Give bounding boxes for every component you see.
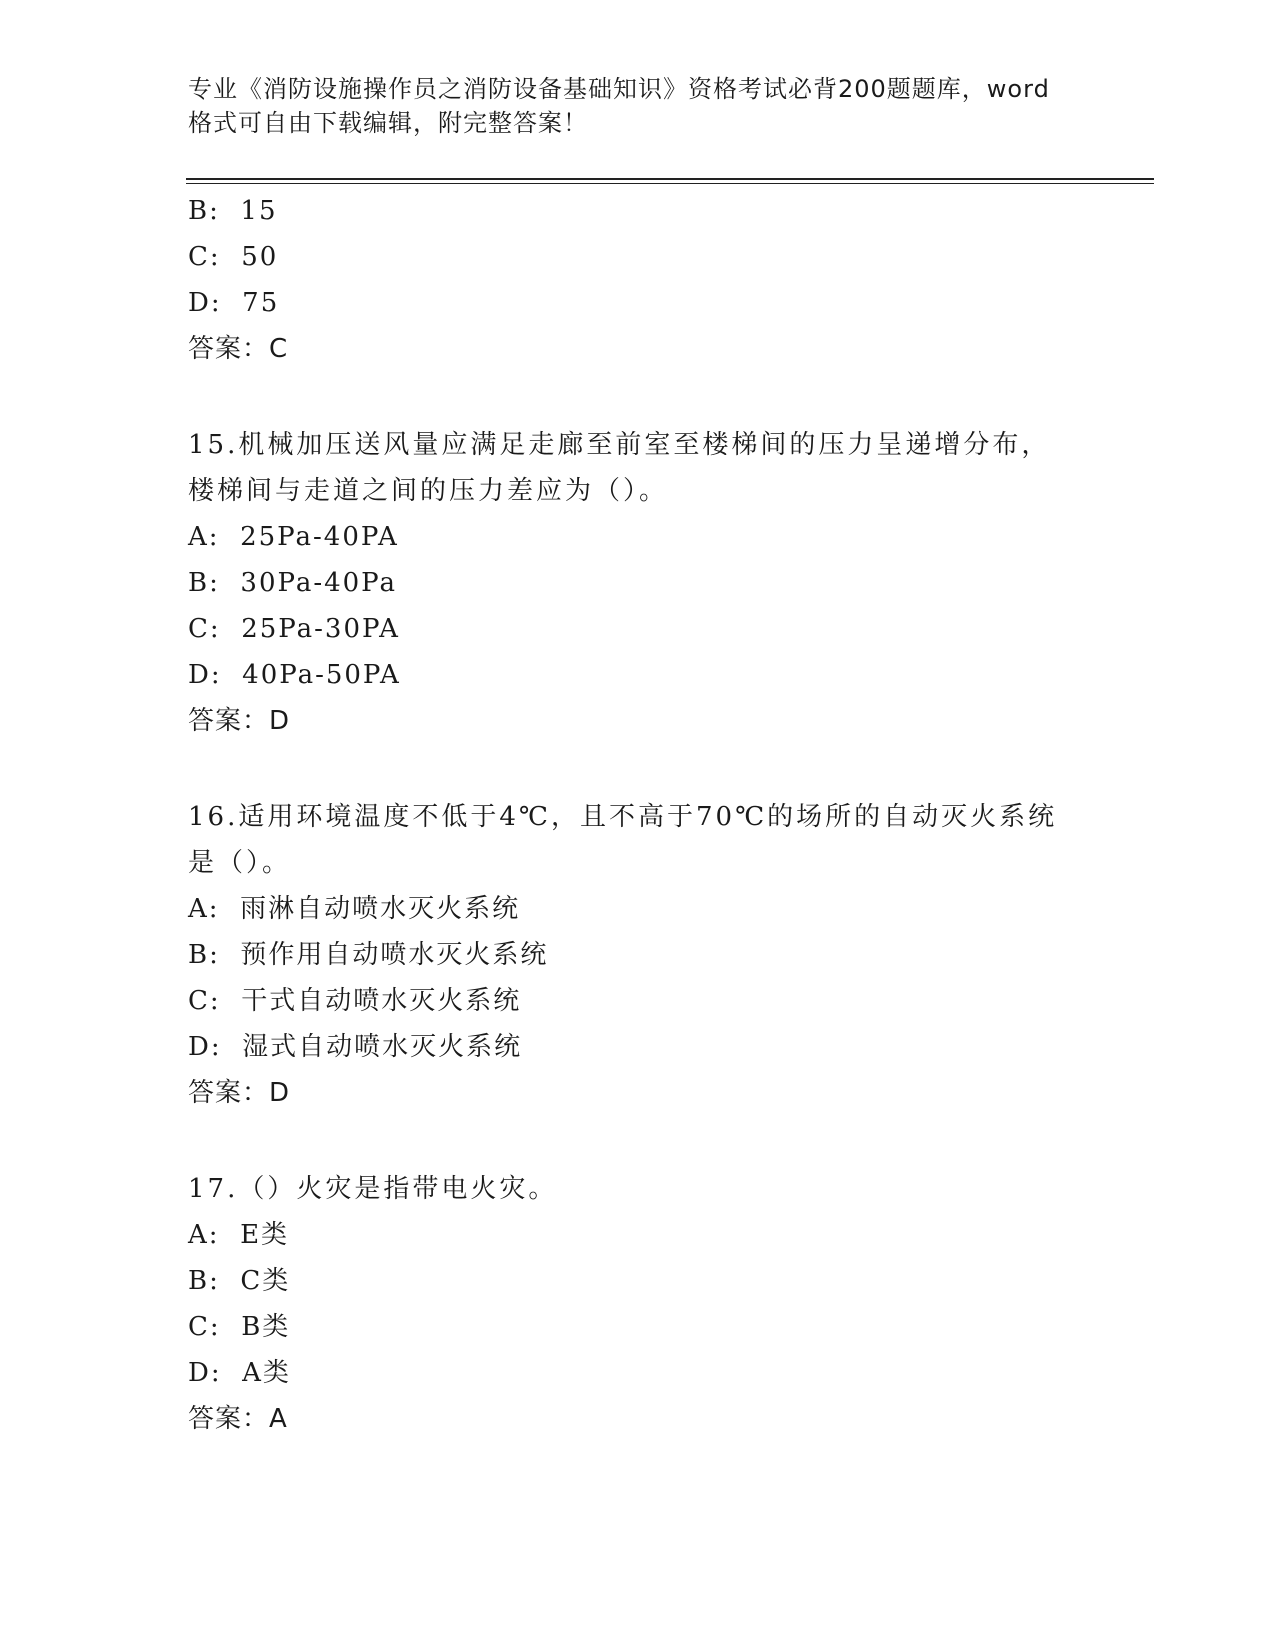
option-line: B: 15 bbox=[188, 196, 278, 226]
option-line: D: A类 bbox=[188, 1358, 291, 1388]
option-text: C类 bbox=[240, 1266, 291, 1296]
option-text: 40Pa-50PA bbox=[242, 660, 401, 690]
option-text: 湿式自动喷水灭火系统 bbox=[242, 1032, 523, 1062]
page-header bbox=[188, 72, 1068, 140]
header-title: 专业《消防设施操作员之消防设备基础知识》资格考试必背200题题库，word格式可自由下载编辑，附完整答案！ bbox=[188, 75, 1050, 137]
option-text: A类 bbox=[242, 1358, 291, 1388]
option-letter: D bbox=[188, 1032, 211, 1062]
question-stem bbox=[188, 422, 1078, 514]
question-text: 机械加压送风量应满足走廊至前室至楼梯间的压力呈递增分布，楼梯间与走道之间的压力差应为（）。 bbox=[188, 430, 1051, 506]
option-letter: B bbox=[188, 940, 210, 970]
option-line: D: 75 bbox=[188, 288, 280, 318]
option-line: C: 干式自动喷水灭火系统 bbox=[188, 986, 522, 1016]
answer-label: 答案： bbox=[188, 1078, 270, 1108]
option-text: 75 bbox=[242, 288, 280, 318]
answer-label: 答案： bbox=[188, 706, 270, 736]
header-divider-thin bbox=[186, 183, 1154, 184]
option-text: 干式自动喷水灭火系统 bbox=[241, 986, 522, 1016]
answer-line bbox=[188, 1070, 1078, 1116]
option-letter: C bbox=[188, 614, 210, 644]
question-text: （）火灾是指带电火灾。 bbox=[238, 1174, 558, 1204]
answer-value: C bbox=[269, 334, 289, 364]
option-line: B: 30Pa-40Pa bbox=[188, 568, 398, 598]
question-partial bbox=[188, 188, 1078, 372]
option-letter: B bbox=[188, 1266, 210, 1296]
question-stem bbox=[188, 794, 1078, 886]
option-letter: C bbox=[188, 1312, 210, 1342]
answer-line bbox=[188, 1396, 1078, 1442]
document-body bbox=[188, 188, 1078, 1492]
option-line: D: 湿式自动喷水灭火系统 bbox=[188, 1032, 523, 1062]
option-letter: B bbox=[188, 568, 210, 598]
option-letter: A bbox=[188, 894, 209, 924]
option-line: A: E类 bbox=[188, 1220, 290, 1250]
answer-value: A bbox=[269, 1404, 288, 1434]
option-letter: A bbox=[188, 522, 209, 552]
option-letter: C bbox=[188, 242, 210, 272]
option-text: 预作用自动喷水灭火系统 bbox=[240, 940, 549, 970]
option-line: A: 25Pa-40PA bbox=[188, 522, 399, 552]
option-line: A: 雨淋自动喷水灭火系统 bbox=[188, 894, 521, 924]
option-line: D: 40Pa-50PA bbox=[188, 660, 401, 690]
answer-value: D bbox=[269, 1078, 291, 1108]
header-divider-thick bbox=[186, 178, 1154, 180]
question-16 bbox=[188, 794, 1078, 1116]
answer-line bbox=[188, 326, 1078, 372]
option-text: 15 bbox=[240, 196, 278, 226]
option-text: 25Pa-30PA bbox=[241, 614, 400, 644]
question-stem bbox=[188, 1166, 1078, 1212]
option-text: 25Pa-40PA bbox=[240, 522, 399, 552]
option-letter: D bbox=[188, 288, 211, 318]
question-text: 适用环境温度不低于4℃，且不高于70℃的场所的自动灭火系统是（）。 bbox=[188, 802, 1058, 878]
option-line: C: 50 bbox=[188, 242, 279, 272]
question-17 bbox=[188, 1166, 1078, 1442]
question-15 bbox=[188, 422, 1078, 744]
option-text: B类 bbox=[241, 1312, 291, 1342]
option-line: C: B类 bbox=[188, 1312, 291, 1342]
option-line: B: C类 bbox=[188, 1266, 291, 1296]
option-letter: D bbox=[188, 660, 211, 690]
option-text: 雨淋自动喷水灭火系统 bbox=[240, 894, 521, 924]
option-line: B: 预作用自动喷水灭火系统 bbox=[188, 940, 549, 970]
option-letter: D bbox=[188, 1358, 211, 1388]
option-line: C: 25Pa-30PA bbox=[188, 614, 400, 644]
question-number: 17. bbox=[188, 1174, 239, 1204]
option-text: 50 bbox=[241, 242, 279, 272]
option-letter: B bbox=[188, 196, 210, 226]
answer-label: 答案： bbox=[188, 1404, 270, 1434]
answer-label: 答案： bbox=[188, 334, 270, 364]
option-letter: A bbox=[188, 1220, 209, 1250]
option-letter: C bbox=[188, 986, 210, 1016]
question-number: 16. bbox=[188, 802, 239, 832]
option-text: E类 bbox=[240, 1220, 290, 1250]
question-number: 15. bbox=[188, 430, 239, 460]
option-text: 30Pa-40Pa bbox=[240, 568, 398, 598]
answer-line bbox=[188, 698, 1078, 744]
answer-value: D bbox=[269, 706, 291, 736]
